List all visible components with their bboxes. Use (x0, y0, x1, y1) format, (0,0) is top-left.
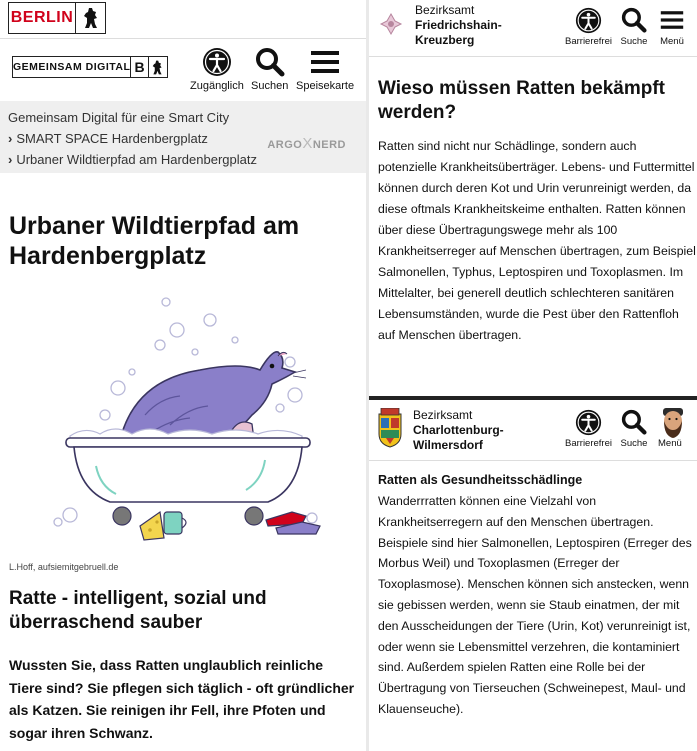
district-name-line3: Kreuzberg (415, 33, 475, 47)
intro-text: Wussten Sie, dass Ratten unglaublich reinliche Tiere sind? Sie pflegen sich täglich - oft gründlicher als Katzen. Sie reinigen ihr Fell, ihre Pfoten und sogar ihren Schwanz. (9, 657, 355, 741)
search-icon (254, 46, 286, 78)
menu-label: Speisekarte (296, 80, 355, 92)
search-button[interactable] (620, 6, 648, 47)
section-heading: Ratten als Gesundheitsschädlinge (378, 473, 583, 487)
header-divider (369, 56, 697, 57)
accessibility-button[interactable] (565, 408, 612, 449)
argo-nerd-logo (267, 133, 346, 156)
menu-icon (309, 46, 341, 78)
section-heading: Wieso müssen Ratten bekämpft werden? (378, 78, 666, 123)
menu-label: Menü (660, 36, 684, 47)
header-divider (369, 460, 697, 461)
coat-of-arms-icon[interactable] (377, 408, 403, 448)
search-icon (620, 408, 648, 436)
berlin-logo-text: BERLIN (10, 9, 74, 26)
breadcrumb-item-label: SMART SPACE Hardenbergplatz (16, 131, 208, 146)
search-label: Suchen (251, 80, 289, 92)
accessibility-label: Barrierefrei (565, 438, 612, 449)
district-name-line2: Friedrichshain- (415, 18, 502, 32)
district-name-line1: Bezirksamt (413, 408, 473, 422)
gemeinsam-digital-logo[interactable] (12, 56, 168, 78)
body-paragraph: Ratten sind nicht nur Schädlinge, sondern auch potenzielle Krankheitsüberträger. Lebens- und Futtermittel können durch deren Kot und Urin verunreinigt werden, da diese oftmals Krankheitskeime enthalten. Ratten können über diese Übertragungswege mehr als 100 Krankheitserreger auf Menschen übertragen, zum Beispiel Salmonellen, Typhus, Leptospiren und Toxoplasmen. Im Mittelalter, bei generell deutlich schlechteren sanitären Lebensumständen, wurde die Pest über den Rattenfloh auf Menschen übertragen. (378, 139, 696, 342)
accessibility-icon (575, 408, 603, 436)
page-title: Urbaner Wildtierpfad am Hardenbergplatz (9, 212, 300, 270)
district-name-line1: Bezirksamt (415, 3, 475, 17)
accessibility-icon (201, 46, 233, 78)
friedrichshain-panel (369, 0, 697, 396)
accessibility-label: Zugänglich (190, 80, 244, 92)
breadcrumb-item-label: Urbaner Wildtierpfad am Hardenbergplatz (16, 152, 257, 167)
rat-in-bathtub-illustration (40, 290, 340, 550)
menu-button[interactable] (296, 46, 354, 92)
accessibility-button[interactable] (190, 46, 244, 92)
breadcrumb-root[interactable]: Gemeinsam Digital für eine Smart City (8, 110, 230, 125)
body-paragraph: Wanderrratten können eine Vielzahl von Krankheitserregern auf den Menschen übertragen. Beispiele sind hier Salmonellen, Leptospiren (Erreger des Morbus Weil) und Toxoplasmen (Erreger der Toxoplasmose). Menschen können sich anstecken, wenn sie gebissen werden, wenn sie Staub einatmen, der mit den Ausscheidungen der Tiere (Urin, Kot) verunreinigt ist, oder wenn sie Lebensmittel verzehren, die kontaminiert sind. Außerdem spielen Ratten eine Rolle bei der Übertragung von Tierseuchen (Schweinepest, Maul- und Klauenseuche). (378, 494, 692, 716)
avatar-icon[interactable] (659, 406, 687, 442)
berlin-logo[interactable] (8, 2, 106, 34)
argo-logo-right: NERD (312, 139, 346, 151)
breadcrumb-arrow: › (8, 152, 13, 167)
menu-label: Menü (658, 438, 682, 449)
menu-icon (658, 6, 686, 34)
gd-logo-text: GEMEINSAM DIGITAL (13, 61, 131, 73)
breadcrumb (0, 101, 366, 173)
header-divider (0, 38, 366, 39)
accessibility-button[interactable] (565, 6, 612, 47)
argo-logo-x: X (302, 135, 313, 152)
search-icon (620, 6, 648, 34)
accessibility-icon (575, 6, 603, 34)
district-name-line3: Wilmersdorf (413, 438, 483, 452)
menu-button[interactable] (658, 6, 686, 47)
district-name[interactable] (415, 3, 502, 48)
bear-icon (148, 57, 167, 77)
menu-button[interactable] (658, 438, 682, 449)
section-heading: Ratte - intelligent, sozial und überraschend sauber (9, 588, 267, 633)
district-logo-icon[interactable] (379, 12, 403, 36)
breadcrumb-arrow: › (8, 131, 13, 146)
search-label: Suche (620, 438, 648, 449)
charlottenburg-panel (369, 400, 697, 751)
search-label: Suche (620, 36, 648, 47)
district-name-line2: Charlottenburg- (413, 423, 504, 437)
gd-logo-b: B (130, 57, 147, 77)
search-button[interactable] (620, 408, 648, 449)
argo-logo-left: ARGO (267, 139, 303, 151)
district-name[interactable] (413, 408, 504, 453)
accessibility-label: Barrierefrei (565, 36, 612, 47)
image-caption: L.Hoff, aufsiemitgebruell.de (9, 562, 119, 572)
bear-icon (75, 3, 105, 33)
search-button[interactable] (251, 46, 288, 92)
